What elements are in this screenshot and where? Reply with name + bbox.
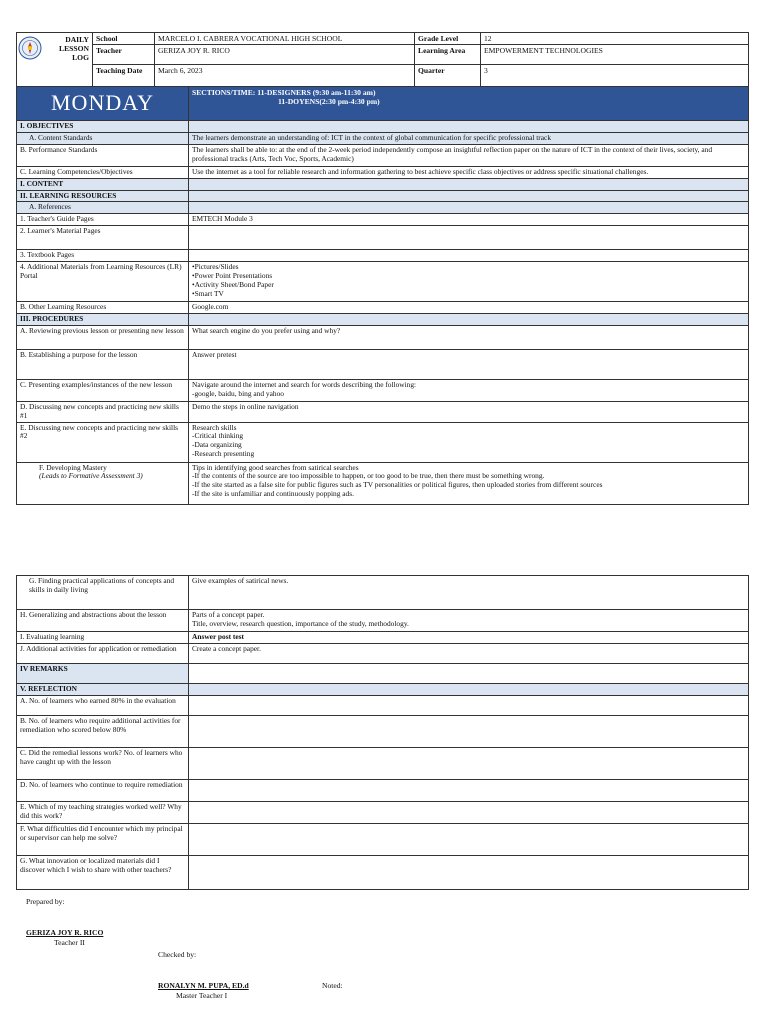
- reflection-b-label: B. No. of learners who require additional activities for remediation who scored below 80%: [17, 715, 189, 747]
- competencies-value: Use the internet as a tool for reliable research and information gathering to best achieve specific class objectives or address specific situational challenges.: [189, 166, 749, 178]
- sections-line: 11-DOYENS(2:30 pm-4:30 pm): [278, 97, 380, 107]
- list-item: Tips in identifying good searches from satirical searches: [192, 462, 359, 472]
- reviewing-lesson-label: A. Reviewing previous lesson or presenting new lesson: [17, 325, 189, 349]
- developing-mastery-sublabel: (Leads to Formative Assessment 3): [39, 471, 143, 481]
- list-item: •Smart TV: [192, 288, 224, 298]
- reflection-f-label: F. What difficulties did I encounter which my principal or supervisor can help me solve?: [17, 823, 189, 855]
- text-line: Title, overview, research question, importance of the study, methodology.: [192, 618, 409, 628]
- purpose-value: Answer pretest: [189, 349, 749, 379]
- reflection-d-label: D. No. of learners who continue to require remediation: [17, 779, 189, 801]
- content-standards-label: A. Content Standards: [17, 132, 189, 144]
- preparer-name: GERIZA JOY R. RICO: [26, 928, 104, 937]
- performance-standards-label: B. Performance Standards: [17, 144, 189, 166]
- text-line: Navigate around the internet and search for words describing the following:: [192, 379, 417, 389]
- additional-materials-list: [189, 262, 749, 302]
- grade-label: Grade Level: [415, 33, 481, 45]
- practical-applications-label: G. Finding practical applications of concepts and skills in daily living: [17, 576, 189, 610]
- teachers-guide-value: EMTECH Module 3: [189, 214, 749, 226]
- dll-title-line: LOG: [72, 53, 89, 63]
- new-skills-1-value: Demo the steps in online navigation: [189, 401, 749, 422]
- list-item: •Activity Sheet/Bond Paper: [192, 279, 274, 289]
- reflection-heading: V. REFLECTION: [17, 683, 189, 695]
- procedures-heading: III. PROCEDURES: [17, 313, 189, 325]
- sections-line: SECTIONS/TIME: 11-DESIGNERS (9:30 am-11:30 am): [192, 88, 376, 98]
- area-value: EMPOWERMENT TECHNOLOGIES: [481, 45, 749, 65]
- list-item: -Critical thinking: [192, 431, 244, 441]
- developing-mastery-list: [189, 462, 749, 504]
- learners-material-label: 2. Learner's Material Pages: [17, 226, 189, 250]
- learners-material-value: [189, 226, 749, 250]
- dll-table-page2: [16, 575, 749, 890]
- additional-activities-label: J. Additional activities for application or remediation: [17, 643, 189, 663]
- reflection-g-label: G. What innovation or localized materials did I discover which I wish to share with other teachers?: [17, 855, 189, 889]
- content-standards-value: The learners demonstrate an understanding of: ICT in the context of global communication for specific professional track: [189, 132, 749, 144]
- textbook-value: [189, 250, 749, 262]
- date-value: March 6, 2023: [155, 65, 415, 87]
- objectives-heading: I. OBJECTIVES: [17, 121, 189, 133]
- list-item: -If the site is unfamiliar and continuously popping ads.: [192, 489, 354, 499]
- remarks-heading: IV REMARKS: [17, 663, 189, 683]
- presenting-examples-label: C. Presenting examples/instances of the new lesson: [17, 379, 189, 401]
- prepared-by-label: Prepared by:: [26, 897, 65, 906]
- list-item: -If the contents of the source are too impossible to happen, or too good to be true, then there must be something wrong.: [192, 471, 545, 481]
- generalizing-label: H. Generalizing and abstractions about the lesson: [17, 610, 189, 632]
- reflection-c-label: C. Did the remedial lessons work? No. of learners who have caught up with the lesson: [17, 747, 189, 779]
- noted-label: Noted:: [322, 981, 343, 990]
- grade-value: 12: [481, 33, 749, 45]
- teacher-value: GERIZA JOY R. RICO: [155, 45, 415, 65]
- new-skills-2-label: E. Discussing new concepts and practicing new skills #2: [17, 422, 189, 462]
- list-item: •Pictures/Slides: [192, 262, 239, 272]
- quarter-value: 3: [481, 65, 749, 87]
- resources-heading: II. LEARNING RESOURCES: [17, 190, 189, 202]
- developing-mastery-label: [17, 462, 189, 504]
- teachers-guide-label: 1. Teacher's Guide Pages: [17, 214, 189, 226]
- reflection-a-label: A. No. of learners who earned 80% in the evaluation: [17, 695, 189, 715]
- date-label: Teaching Date: [93, 65, 155, 87]
- preparer-title: Teacher II: [54, 938, 85, 947]
- school-value: MARCELO I. CABRERA VOCATIONAL HIGH SCHOOL: [155, 33, 415, 45]
- new-skills-2-list: [189, 422, 749, 462]
- dll-table-page1: [16, 32, 749, 505]
- new-skills-1-label: D. Discussing new concepts and practicing new skills #1: [17, 401, 189, 422]
- list-item: -If the site started as a false site for public figures such as TV personalities or political figures, then uploaded stories from different sources: [192, 480, 603, 490]
- quarter-label: Quarter: [415, 65, 481, 87]
- performance-standards-value: The learners shall be able to: at the end of the 2-week period independently compose an insightful reflection paper on the nature of ICT in the context of their lives, society, and professional tracks (Arts, Tech Voc, Sports, Academic): [189, 144, 749, 166]
- content-heading: I. CONTENT: [17, 178, 189, 190]
- school-label: School: [93, 33, 155, 45]
- other-resources-label: B. Other Learning Resources: [17, 302, 189, 314]
- text-line: -google, baidu, bing and yahoo: [192, 388, 284, 398]
- generalizing-value: [189, 610, 749, 632]
- checked-by-label: Checked by:: [158, 950, 197, 959]
- presenting-examples-value: [189, 379, 749, 401]
- developing-mastery-title: F. Developing Mastery: [39, 462, 107, 472]
- teacher-label: Teacher: [93, 45, 155, 65]
- textbook-label: 3. Textbook Pages: [17, 250, 189, 262]
- text-line: Parts of a concept paper.: [192, 610, 265, 619]
- list-item: -Data organizing: [192, 440, 242, 450]
- sections-time: [189, 87, 749, 121]
- purpose-label: B. Establishing a purpose for the lesson: [17, 349, 189, 379]
- day-name: MONDAY: [17, 87, 189, 121]
- references-heading: A. References: [17, 202, 189, 214]
- list-item: •Power Point Presentations: [192, 270, 273, 280]
- evaluating-value: Answer post test: [189, 632, 749, 644]
- checker-name: RONALYN M. PUPA, ED.d: [158, 981, 249, 990]
- list-item: Research skills: [192, 422, 237, 432]
- dll-title-line: DAILY: [65, 35, 89, 44]
- reflection-e-label: E. Which of my teaching strategies worked well? Why did this work?: [17, 801, 189, 823]
- dll-title: [17, 33, 93, 87]
- evaluating-label: I. Evaluating learning: [17, 632, 189, 644]
- reviewing-lesson-value: What search engine do you prefer using and why?: [189, 325, 749, 349]
- additional-materials-label: 4. Additional Materials from Learning Resources (LR) Portal: [17, 262, 189, 302]
- practical-applications-value: Give examples of satirical news.: [189, 576, 749, 610]
- area-label: Learning Area: [415, 45, 481, 65]
- list-item: -Research presenting: [192, 449, 255, 459]
- checker-title: Master Teacher I: [176, 991, 228, 1000]
- additional-activities-value: Create a concept paper.: [189, 643, 749, 663]
- other-resources-value: Google.com: [189, 302, 749, 314]
- competencies-label: C. Learning Competencies/Objectives: [17, 166, 189, 178]
- dll-title-line: LESSON: [59, 44, 89, 54]
